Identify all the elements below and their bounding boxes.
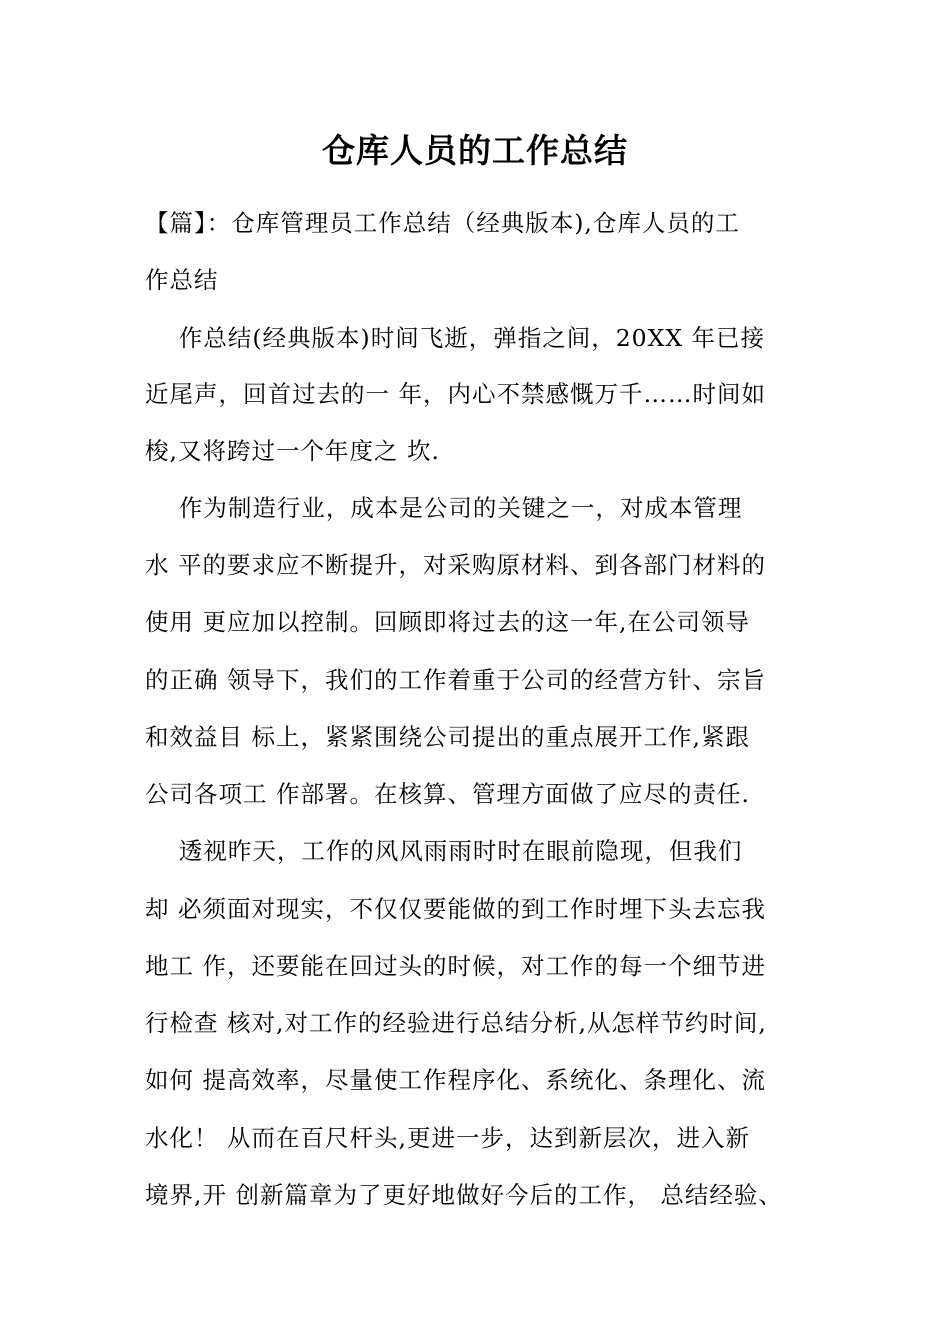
text-line: 作总结(经典版本)时间飞逝，弹指之间，20XX 年已接 <box>145 324 766 352</box>
text-line: 作为制造行业，成本是公司的关键之一，对成本管理 <box>145 494 743 522</box>
text-line: 和效益目 标上，紧紧围绕公司提出的重点展开工作,紧跟 <box>145 723 750 751</box>
document-title: 仓库人员的工作总结 <box>322 131 628 170</box>
text-line: 透视昨天，工作的风风雨雨时时在眼前隐现，但我们 <box>145 837 743 865</box>
text-line: 却 必须面对现实，不仅仅要能做的到工作时埋下头去忘我 <box>145 895 766 923</box>
text-line: 行检查 核对,对工作的经验进行总结分析,从怎样节约时间, <box>145 1009 767 1037</box>
text-line: 境界,开 创新篇章为了更好地做好今后的工作， 总结经验、 <box>145 1181 783 1209</box>
text-line: 地工 作，还要能在回过头的时候，对工作的每一个细节进 <box>145 952 766 980</box>
text-line: 梭,又将跨过一个年度之 坎. <box>145 437 440 465</box>
text-line: 近尾声，回首过去的一 年，内心不禁感慨万千……时间如 <box>145 380 766 408</box>
text-line: 使用 更应加以控制。回顾即将过去的这一年,在公司领导 <box>145 608 750 636</box>
text-line: 作总结 <box>145 266 219 294</box>
text-line: 水化！ 从而在百尺杆头,更进一步，达到新层次，进入新 <box>145 1124 750 1152</box>
text-line: 公司各项工 作部署。在核算、管理方面做了应尽的责任. <box>145 780 750 808</box>
text-line: 的正确 领导下，我们的工作着重于公司的经营方针、宗旨 <box>145 666 766 694</box>
text-line: 如何 提高效率，尽量使工作程序化、系统化、条理化、流 <box>145 1066 766 1094</box>
text-line: 【篇】：仓库管理员工作总结（经典版本),仓库人员的工 <box>145 209 740 237</box>
text-line: 水 平的要求应不断提升，对采购原材料、到各部门材料的 <box>145 551 766 579</box>
